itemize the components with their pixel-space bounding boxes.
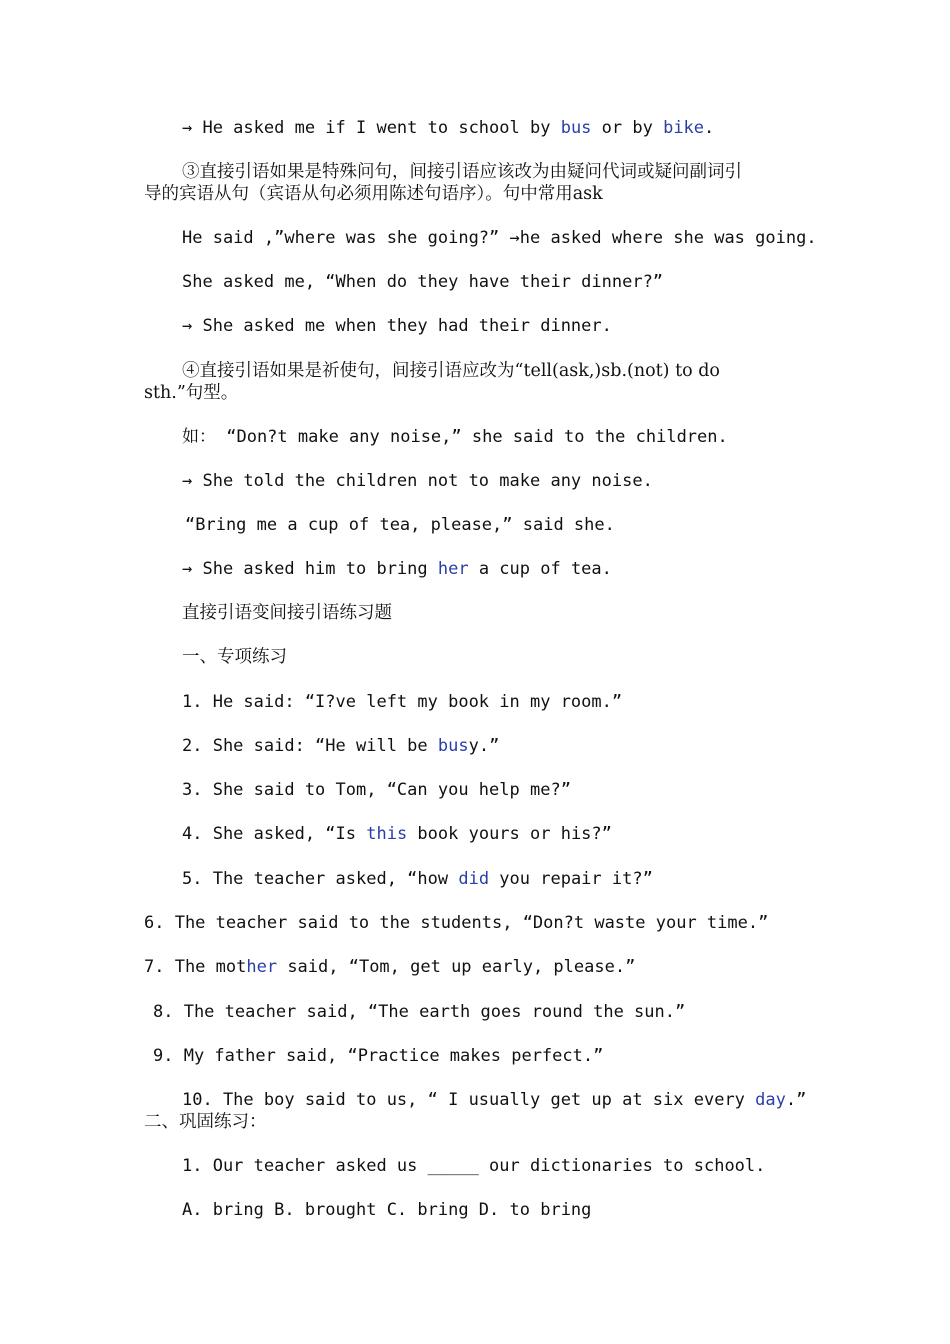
text-segment: 7. The mot: [144, 957, 247, 977]
consolidation-options-1: A. bring B. brought C. bring D. to bring: [182, 1200, 592, 1220]
text-segment: .”: [785, 1090, 807, 1110]
highlighted-word: bus: [437, 736, 469, 756]
highlighted-word: bus: [560, 118, 592, 138]
text-segment: or by: [591, 118, 664, 138]
text-segment: 10. The boy said to us, “ I usually get up at six every: [182, 1090, 756, 1110]
text-segment: → He asked me if I went to school by: [182, 118, 561, 138]
section-heading-2: 二、巩固练习：: [144, 1112, 267, 1132]
exercise-item-2: [182, 735, 499, 757]
text-segment: 5. The teacher asked, “how: [182, 869, 459, 889]
highlighted-word: bike: [663, 118, 705, 138]
example-line: He said ,”where was she going?” →he asked where she was going.: [182, 228, 817, 248]
example-line: “Bring me a cup of tea, please,” said she.: [185, 515, 615, 535]
text-segment: .: [704, 118, 715, 138]
highlighted-word: her: [246, 957, 278, 977]
text-segment: book yours or his?”: [407, 824, 612, 844]
text-segment: y.”: [468, 736, 500, 756]
text-segment: → She asked him to bring: [182, 559, 438, 579]
text-segment: said, “Tom, get up early, please.”: [277, 957, 636, 977]
rule-3-line-2: 导的宾语从句（宾语从句必须用陈述句语序）。句中常用ask: [144, 184, 603, 204]
exercise-title: 直接引语变间接引语练习题: [182, 603, 392, 623]
exercise-item-1: 1. He said: “I?ve left my book in my room.”: [182, 692, 623, 712]
highlighted-word: did: [458, 869, 490, 889]
highlighted-word: day: [755, 1090, 786, 1110]
exercise-item-8: 8. The teacher said, “The earth goes round the sun.”: [153, 1002, 686, 1022]
rule-3-line-1: ③直接引语如果是特殊问句，间接引语应该改为由疑问代词或疑问副词引: [182, 162, 742, 182]
example-line: 如： “Don?t make any noise,” she said to the children.: [182, 427, 728, 447]
exercise-item-3: 3. She said to Tom, “Can you help me?”: [182, 780, 571, 800]
exercise-item-9: 9. My father said, “Practice makes perfect.”: [153, 1046, 604, 1066]
example-line-bus-bike: [182, 117, 714, 139]
highlighted-word: this: [366, 824, 408, 844]
exercise-item-6: 6. The teacher said to the students, “Don?t waste your time.”: [144, 913, 769, 933]
text-segment: a cup of tea.: [468, 559, 612, 579]
exercise-item-5: [182, 868, 653, 890]
text-segment: 4. She asked, “Is: [182, 824, 367, 844]
example-line: → She asked me when they had their dinner.: [182, 316, 612, 336]
exercise-item-4: [182, 823, 612, 845]
example-line: She asked me, “When do they have their dinner?”: [182, 272, 664, 292]
text-segment: 2. She said: “He will be: [182, 736, 438, 756]
rule-4-line-1: ④直接引语如果是祈使句，间接引语应改为“tell(ask,)sb.(not) to do: [182, 361, 720, 381]
exercise-item-7: [144, 956, 635, 978]
exercise-item-10: [182, 1089, 806, 1111]
rule-4-line-2: sth.”句型。: [144, 383, 239, 403]
example-line-her: [182, 558, 612, 580]
highlighted-word: her: [437, 559, 469, 579]
text-segment: you repair it?”: [489, 869, 653, 889]
example-line: → She told the children not to make any noise.: [182, 471, 653, 491]
section-heading-1: 一、专项练习: [182, 647, 287, 667]
consolidation-item-1: 1. Our teacher asked us _____ our dictionaries to school.: [182, 1156, 766, 1176]
